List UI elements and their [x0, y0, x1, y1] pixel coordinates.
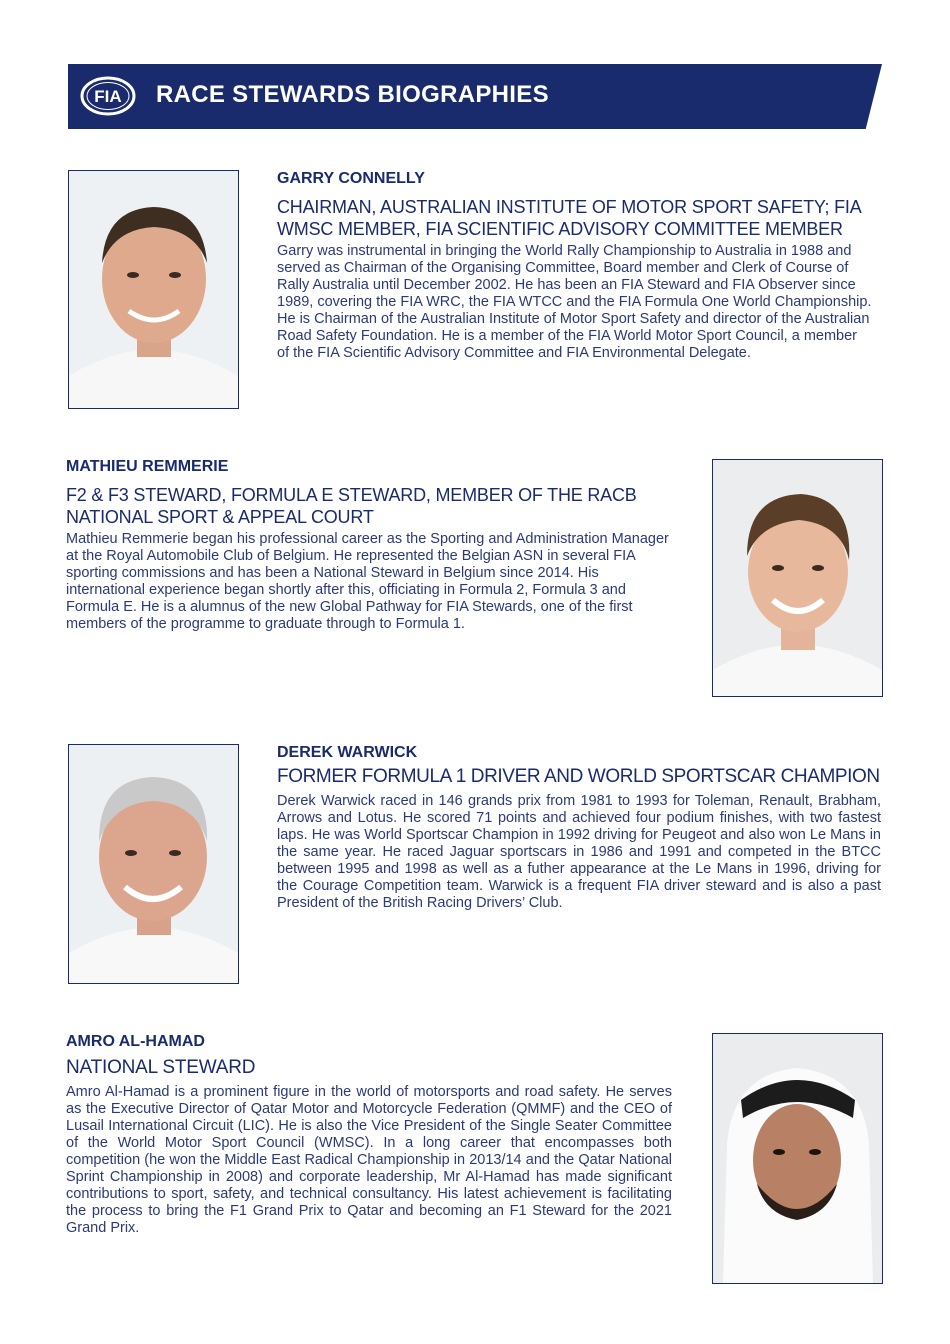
fia-logo-icon [80, 76, 136, 116]
steward-name: MATHIEU REMMERIE [66, 458, 229, 475]
steward-role: FORMER FORMULA 1 DRIVER AND WORLD SPORTSCAR CHAMPION [277, 766, 880, 787]
steward-bio: Garry was instrumental in bringing the World Rally Championship to Australia in 1988 and served as Chairman of the Organising Committee, Board member and Clerk of Course of Rally Australia until December 2002. He has been an FIA Steward and FIA Observer since 1989, covering the FIA WRC, the FIA WTCC and the FIA Formula One World Championship. He is Chairman of the Australian Institute of Motor Sport Safety and director of the Australian Road Safety Foundation. He is a member of the FIA World Motor Sport Council, a member of the FIA Scientific Advisory Committee and FIA Environmental Delegate. [277, 243, 872, 361]
steward-bio: Mathieu Remmerie began his professional career as the Sporting and Administration Manager at the Royal Automobile Club of Belgium. He represented the Belgian ASN in several FIA sporting commissions and has been a National Steward in Belgium since 2014. His international experience began shortly after this, officiating in Formula 2, Formula 3 and Formula E. He is a alumnus of the new Global Pathway for FIA Stewards, one of the first members of the programme to graduate through to Formula 1. [66, 531, 669, 632]
bio-amro-al-hamad [66, 1033, 674, 1237]
steward-name: AMRO AL-HAMAD [66, 1033, 205, 1050]
portrait-amro-al-hamad [712, 1033, 883, 1284]
bio-garry-connelly [277, 170, 883, 362]
steward-role: F2 & F3 STEWARD, FORMULA E STEWARD, MEMBER OF THE RACB NATIONAL SPORT & APPEAL COURT [66, 485, 637, 527]
steward-name: GARRY CONNELLY [277, 170, 425, 187]
page-title: RACE STEWARDS BIOGRAPHIES [156, 81, 549, 108]
steward-role: NATIONAL STEWARD [66, 1057, 256, 1078]
steward-role: CHAIRMAN, AUSTRALIAN INSTITUTE OF MOTOR SPORT SAFETY; FIA WMSC MEMBER, FIA SCIENTIFIC ADVISORY COMMITTEE MEMBER [277, 197, 861, 239]
steward-bio: Derek Warwick raced in 146 grands prix from 1981 to 1993 for Toleman, Renault, Brabham, Arrows and Lotus. He scored 71 points and achieved four podium finishes, with two fastest laps. He was World Sportscar Champion in 1992 driving for Peugeot and also won Le Mans in the same year. He raced Jaguar sportscars in 1986 and 1991 and competed in the BTCC between 1995 and 1998 as well as a futher appearance at the Le Mans in 1996, driving for the Courage Competition team. Warwick is a frequent FIA driver steward and is also a past President of the British Racing Drivers’ Club. [277, 793, 881, 911]
portrait-garry-connelly [68, 170, 239, 409]
bio-derek-warwick [277, 744, 883, 912]
steward-bio: Amro Al-Hamad is a prominent figure in the world of motorsports and road safety. He serves as the Executive Director of Qatar Motor and Motorcycle Federation (QMMF) and the CEO of Lusail International Circuit (LIC). He is also the Vice President of the Single Seater Committee of the World Motor Sport Council (WMSC). In a long career that encompasses both competition (he won the Middle East Radical Championship in 2013/14 and the Qatar National Sprint Championship in 2008) and corporate leadership, Mr Al-Hamad has made significant contributions to sport, safety, and technical consultancy. His latest achievement is facilitating the process to bring the F1 Grand Prix to Qatar and becoming an F1 Steward for the 2021 Grand Prix. [66, 1084, 672, 1236]
steward-name: DEREK WARWICK [277, 744, 418, 761]
logo-text: FIA [94, 87, 122, 106]
portrait-mathieu-remmerie [712, 459, 883, 697]
portrait-derek-warwick [68, 744, 239, 984]
bio-mathieu-remmerie [66, 458, 678, 633]
